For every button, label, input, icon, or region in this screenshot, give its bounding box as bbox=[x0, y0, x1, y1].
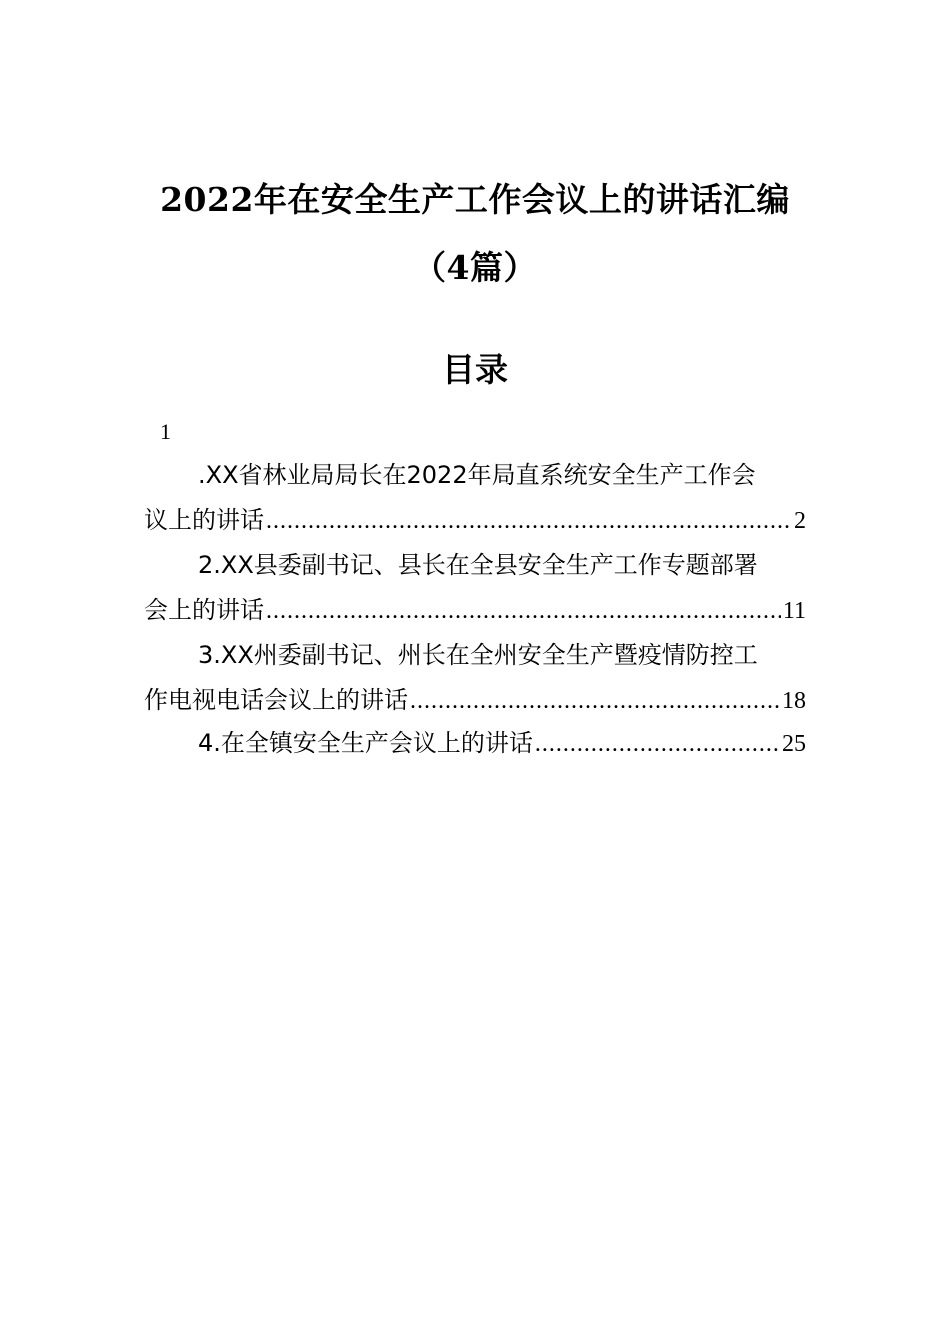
toc-leader-dots bbox=[535, 727, 780, 761]
toc-leader-dots bbox=[266, 504, 792, 538]
toc-entry-2-line1[interactable]: 2.XX县委副书记、县长在全县安全生产工作专题部署 bbox=[198, 551, 758, 579]
document-title: 2022年在安全生产工作会议上的讲话汇编 bbox=[160, 180, 790, 219]
toc-entry-4-text: 4.在全镇安全生产会议上的讲话 bbox=[198, 729, 533, 757]
toc-leader-dots bbox=[410, 684, 780, 718]
toc-leader-dots bbox=[266, 594, 781, 628]
toc-heading: 目录 bbox=[442, 350, 508, 389]
toc-entry-4-line1[interactable] bbox=[198, 726, 806, 761]
toc-entry-1-text: 议上的讲话 bbox=[144, 506, 264, 534]
stray-page-number: 1 bbox=[160, 419, 171, 444]
toc-entry-1-line2[interactable] bbox=[144, 503, 806, 538]
document-subtitle: （4篇） bbox=[413, 248, 537, 287]
toc-entry-2-page: 11 bbox=[782, 598, 806, 624]
toc-entry-2-line2[interactable] bbox=[144, 593, 806, 628]
toc-entry-3-page: 18 bbox=[782, 688, 806, 714]
toc-entry-3-line2[interactable] bbox=[144, 683, 806, 718]
toc-entry-1-page: 2 bbox=[794, 508, 806, 534]
toc-entry-1-line1[interactable]: .XX省林业局局长在2022年局直系统安全生产工作会 bbox=[198, 461, 756, 489]
toc-entry-3-text: 作电视电话会议上的讲话 bbox=[144, 686, 408, 714]
toc-entry-4-page: 25 bbox=[782, 731, 806, 757]
toc-entry-2-text: 会上的讲话 bbox=[144, 596, 264, 624]
toc-entry-3-line1[interactable]: 3.XX州委副书记、州长在全州安全生产暨疫情防控工 bbox=[198, 641, 758, 669]
